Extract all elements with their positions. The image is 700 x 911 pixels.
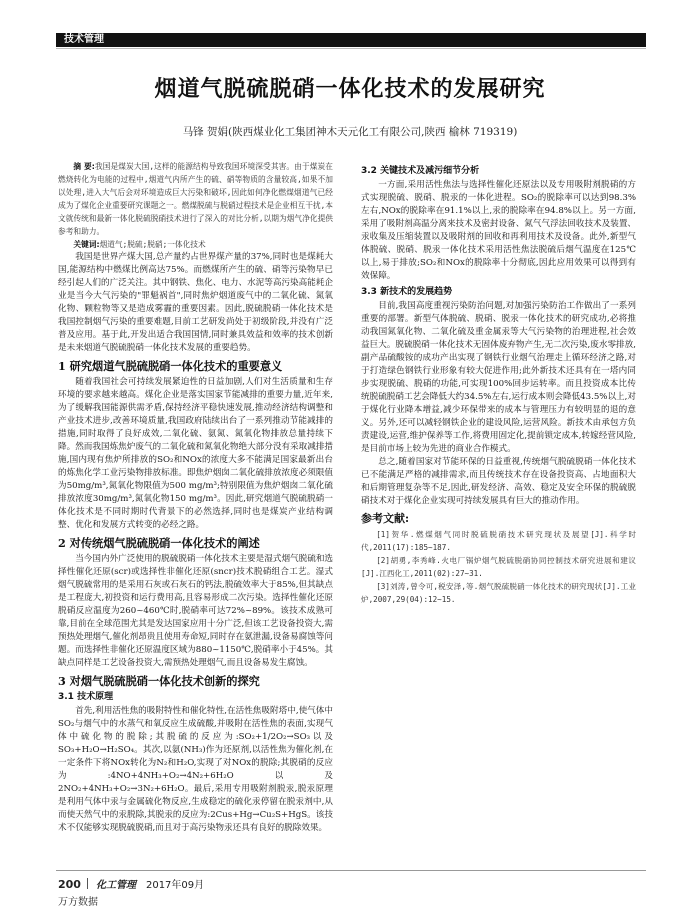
subsection-3-2-heading: 3.2 关键技术及减污细节分析: [361, 166, 480, 176]
subsection-3-3-heading: 3.3 新技术的发展趋势: [361, 287, 453, 297]
abstract: [58, 160, 333, 238]
section-2-heading: 2 对传统烟气脱硫脱硝一体化技术的阐述: [58, 536, 260, 550]
conclusion-paragraph: 总之,随着国家对节能环保的日益重视,传统烟气脱硫脱硝一体化技术已不能满足严格的减排需求,而且传统技术存在设备投资高、占地面积大和后期管理复杂等不足,因此,研发经济、高效、稳定及安全环保的脱硫脱硝技术对于煤化企业实现可持续发展具有巨大的推动作用。: [361, 457, 636, 506]
footer-divider: [87, 878, 88, 889]
author-line: 马锋 贺娟(陕西煤业化工集团神木天元化工有限公司,陕西 榆林 719319): [182, 126, 518, 138]
article-title: 烟道气脱硫脱硝一体化技术的发展研究: [154, 77, 546, 102]
keywords-text: 烟道气;脱硫;脱硝;一体化技术: [99, 240, 206, 249]
journal-name: 化工管理: [95, 880, 136, 891]
left-column: [58, 160, 333, 858]
section-2-paragraph: 当今国内外广泛使用的脱硫脱硝一体化技术主要是湿式烟气脱硫和选择性催化还原(scr)或选择性非催化还原(sncr)技术脱硝组合工艺。湿式烟气脱硫常用的是采用石灰或石灰石的钙法,脱硫效率大于85%,但其缺点是工程庞大,初投资和运行费用高,且容易形成二次污染。选择性催化还原脱硝反应温度为260~460℃时,脱硝率可达72%~89%。该技术成熟可靠,目前在全球范围尤其是发达国家应用十分广泛,但该工艺设备投资大,需预热处理烟气,催化剂昂贵且使用寿命短,同时存在氨泄漏,设备易腐蚀等问题。而选择性非催化还原温度区域为880~1150℃,脱硝率小于45%。其缺点同样是工艺设备投资大,需预热处理烟气,而且设备易发生腐蚀。: [58, 554, 333, 668]
references-heading: 参考文献:: [361, 512, 410, 525]
reference-item: [2]胡勇,李秀峰.火电厂锅炉烟气脱硫脱硝协同控制技术研究进展和建议[J].江西化工,2011(02):27~31.: [361, 556, 636, 578]
page-number: 200: [58, 878, 81, 891]
intro-paragraph: 我国是世界产煤大国,总产量约占世界煤产量的37%,同时也是煤耗大国,能源结构中燃煤比例高达75%。而燃煤所产生的硫、硝等污染物早已经引起人们的广泛关注。其中钢铁、焦化、电力、水泥等高污染高能耗企业是当今大气污染的"罪魁祸首",同时焦炉烟道废气中的二氧化硫、氮氧化物、颗粒物等又是造成雾霾的重要因素。因此,脱硫脱硝一体化技术是我国控制烟气污染的重要难题,目前工艺研发尚处于初级阶段,并没有广泛普及应用。基于此,开发出适合我国国情,同时兼具效益和效率的技术创新是未来烟道气脱硫脱硝一体化技术发展的重要趋势。: [58, 252, 333, 353]
abstract-label: 摘 要:: [73, 162, 95, 171]
section-tag: 技术管理: [64, 34, 104, 45]
footer: [58, 876, 204, 891]
abstract-text: 我国是煤炭大国,这样的能源结构导致我国环境深受其害。由于煤炭在燃烧转化为电能的过程中,烟道气内所产生的硫、硝等物质的含量较高,如果不加以处理,进入大气后会对环境造成巨大污染和破坏,因此如何净化燃煤烟道气已经成为了煤化企业重要研究课题之一。燃煤脱硫与脱硝过程技术是企业相互干扰,本文就传统和最新一体化脱硫脱硝技术进行了深入的对比分析,以期为烟气净化提供参考和助力。: [58, 162, 333, 236]
keywords-label: 关键词:: [73, 240, 100, 249]
section-3-2-paragraph: 一方面,采用活性焦法与选择性催化还原法以及专用吸附剂脱硝的方式实现脱硫、脱硝、脱汞的一体化进程。SO₂的脱除率可以达到98.3%左右,NOx的脱除率在91.1%以上,汞的脱除率在94.8%以上。另一方面,采用了吸附剂高温分离来技术及密封设备、氮气气浮法回收技术及装置、汞收集及压缩装置以及吸附剂的回收和再利用技术及设备。此外,新型气体脱硫、脱硝、脱汞一体化技术采用活性焦法脱硫后烟气温度在125℃以上,易于排放;SO₂和NOx的脱除率十分彻底,因此应用效果可以得到有效保障。: [361, 180, 636, 281]
subsection-3-1-heading: 3.1 技术原理: [58, 692, 114, 702]
reference-item: [1]贺华.燃煤烟气同时脱硫脱硝技术研究现状及展望[J].科学时代,2011(17):185~187.: [361, 530, 636, 552]
header-bar: [56, 33, 646, 47]
section-1-heading: 1 研究烟道气脱硫脱硝一体化技术的重要意义: [58, 359, 283, 373]
publisher-watermark: 万方数据: [58, 897, 98, 908]
section-3-1-paragraph: 首先,利用活性焦的吸附特性和催化特性,在活性焦吸附塔中,使气体中SO₂与烟气中的水蒸气和氧反应生成硫酸,并吸附在活性焦的表面,实现气体中硫化物的脱除;其脱硫的反应为:SO₂+1/2O₂→SO₃以及SO₃+H₂O→H₂SO₄。其次,以氨(NH₃)作为还原剂,以活性焦为催化剂,在一定条件下将NOx转化为N₂和H₂O,实现了对NOx的脱除;其脱硝的反应为:4NO+4NH₃+O₂→4N₂+6H₂O以及2NO₂+4NH₃+O₂→3N₂+6H₂O。最后,采用专用吸附剂脱汞,脱汞原理是利用气体中汞与金属硫化物反应,生成稳定的硫化汞停留在脱汞剂中,从而使天然气中的汞脱除,其脱汞的反应为:2Cus+Hg→Cu₂S+HgS。该技术不仅能够实现脱硫脱硝,而且对于高污染物汞还具有良好的脱除效果。: [58, 706, 333, 833]
footer-rule: [56, 870, 646, 871]
section-1-paragraph: 随着我国社会可持续发展紧迫性的日益加剧,人们对生活质量和生存环境的要求越来越高。煤化企业是落实国家节能减排的重要力量,近年来,为了缓解我国能源供需矛盾,保持经济平稳快速发展,推动经济结构调整和产业技术进步,改善环境质量,我国政府陆续出台了一系列推动节能减排的措施,同时取得了良好成效,二氧化硫、氨氮、氮氧化物排放总量持续下降。然而我国炼焦炉废气的二氧化硫和氮氧化物绝大部分没有采取减排措施,国内现有焦炉所排放的SO₂和NOx的浓度大多不能满足国家最新出台的炼焦化学工业污染物排放标准。即焦炉烟囱二氧化硫排放浓度必须限值为50mg/m³,氮氧化物限值为500 mg/m³;特别限值为焦炉烟囱二氧化硫排放浓度30mg/m³,氮氧化物150 mg/m³。因此,研究烟道气脱硫脱硝一体化技术是不同时期时代背景下的必然选择,同时也是煤炭产业结构调整、优化和发展方式转变的必经之路。: [58, 377, 333, 530]
reference-item: [3]刘涛,曾令可,税安泽,等.烟气脱硫脱硝一体化技术的研究现状[J].工业炉,2007,29(04):12~15.: [361, 582, 636, 604]
right-column: [361, 162, 636, 862]
issue-date: 2017年09月: [145, 880, 205, 891]
keywords: [58, 238, 333, 251]
section-3-3-paragraph: 目前,我国高度重视污染防治问题,对加强污染防治工作做出了一系列重要的部署。新型气体脱硫、脱硝、脱汞一体化技术的研究成功,必将推动我国氮氧化物、二氧化硫及重金属汞等大气污染物的治理进程,社会效益巨大。脱硫脱硝一体化技术无固体废弃物产生,无二次污染,废水零排放,副产品硫酸铵的成功产出实现了钢铁行业烟气治理走上循环经济之路,对于打造绿色钢铁行业形象有较大促进作用;此外新技术还具有在一塔内同步实现脱硫、脱硝的功能,可实现100%回步运转率。而且投资成本比传统脱硫脱硝工艺会降低大约34.5%左右,运行成本则会降低43.5%以上,对于煤化行业降本增益,减少环保带来的成本与管理压力有较明显的退的意义。另外,还可以减轻钢铁企业的建设风险,运营风险。新技术由承包方负责建设,运营,维护保养等工作,将费用固定化,提前锁定成本,转嫁经营风险,是目前市场上较为先进的商业合作模式。: [361, 301, 636, 454]
header-rule: [56, 48, 646, 49]
section-3-heading: 3 对烟气脱硫脱硝一体化技术创新的探究: [58, 674, 260, 688]
